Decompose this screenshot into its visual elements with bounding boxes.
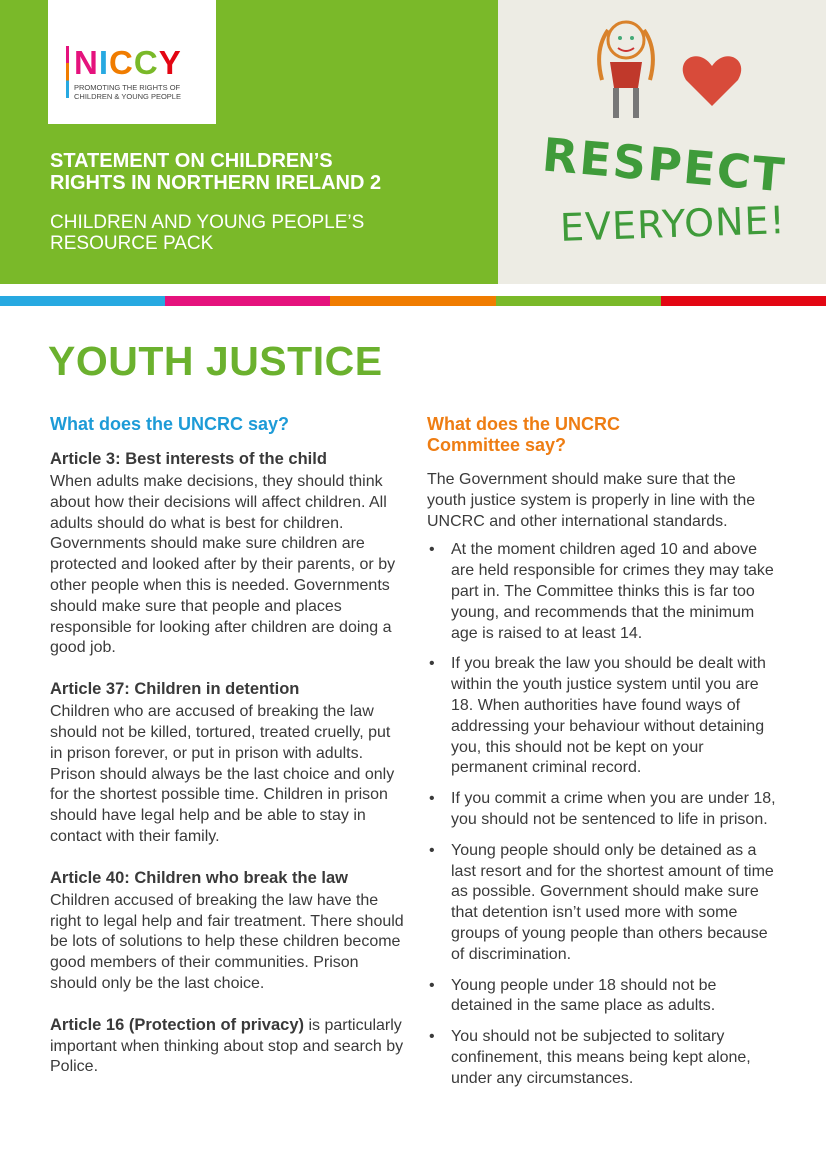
committee-heading: What does the UNCRC Committee say? xyxy=(427,414,620,455)
stripe-orange xyxy=(330,296,495,306)
header-subtitle: CHILDREN AND YOUNG PEOPLE’S RESOURCE PACK xyxy=(50,212,365,254)
header-title: STATEMENT ON CHILDREN’S RIGHTS IN NORTHERN IRELAND 2 xyxy=(50,150,382,194)
article-title: Article 40: Children who break the law xyxy=(50,868,348,887)
privacy-note xyxy=(50,1015,406,1078)
stripe-green xyxy=(496,296,661,306)
privacy-article-title: Article 16 (Protection of privacy) xyxy=(50,1015,304,1034)
list-item: • At the moment children aged 10 and above are held responsible for crimes they may take part in. The Committee thinks this is far too young, and recommends that the minimum age is raised to at least 14. xyxy=(427,540,777,644)
article-body: When adults make decisions, they should think about how their decisions will affect children. All adults should do what is best for children. Governments should make sure children are protected and looked after by their parents, or by other people when this is needed. Governments should make sure that people and places responsible for looking after children are doing a good job. xyxy=(50,473,396,657)
list-item: • If you break the law you should be dealt with within the youth justice system until you are 18. When authorities have found ways of addressing your behaviour without detaining you, this should not be kept on your permanent criminal record. xyxy=(427,654,777,779)
article-title: Article 37: Children in detention xyxy=(50,680,300,699)
article-title: Article 3: Best interests of the child xyxy=(50,450,327,468)
header-banner xyxy=(0,0,826,284)
list-item: • You should not be subjected to solitary confinement, this means being kept alone, under any circumstances. xyxy=(427,1027,777,1089)
logo-wordmark: NICCY xyxy=(74,44,182,81)
stripe-pink xyxy=(165,296,330,306)
committee-list xyxy=(427,540,777,1089)
niccy-logo xyxy=(48,0,216,124)
child-drawing-artwork xyxy=(498,0,826,284)
article-body: Children who are accused of breaking the law should not be killed, tortured, treated cruelly, put in prison forever, or put in prison with adults. Prison should always be the last choice and only for the shortest possible time. Children in prison should have legal help and be able to stay in contact with their family. xyxy=(50,703,395,845)
page-title: YOUTH JUSTICE xyxy=(48,338,383,384)
color-stripes xyxy=(0,296,826,306)
uncrc-heading: What does the UNCRC say? xyxy=(50,414,290,434)
drawing-illustration xyxy=(498,0,826,130)
list-item: • If you commit a crime when you are under 18, you should not be sentenced to life in prison. xyxy=(427,789,777,831)
article-body: Children accused of breaking the law have the right to legal help and fair treatment. There should be lots of solutions to help these children become good members of their communities. Prison should only be the last choice. xyxy=(50,891,404,992)
privacy-note-text: is particularly important when thinking about stop and search by Police. xyxy=(50,1016,404,1076)
uncrc-column xyxy=(50,414,406,1078)
committee-column xyxy=(427,414,777,1100)
list-item: • Young people should only be detained as a last resort and for the shortest amount of time as possible. Government should make sure that detention isn’t used more with some groups of young people than others because of discrimination. xyxy=(427,841,777,966)
committee-intro: The Government should make sure that the youth justice system is properly in line with the UNCRC and other international standards. xyxy=(427,471,756,530)
stripe-blue xyxy=(0,296,165,306)
list-item: • Young people under 18 should not be detained in the same place as adults. xyxy=(427,976,777,1018)
artwork-text-everyone: EVERYONE! xyxy=(559,198,787,250)
logo-tagline: PROMOTING THE RIGHTS OF CHILDREN & YOUNG PEOPLE xyxy=(74,83,181,101)
stripe-red xyxy=(661,296,826,306)
artwork-text-respect: RESPECT xyxy=(540,127,789,203)
